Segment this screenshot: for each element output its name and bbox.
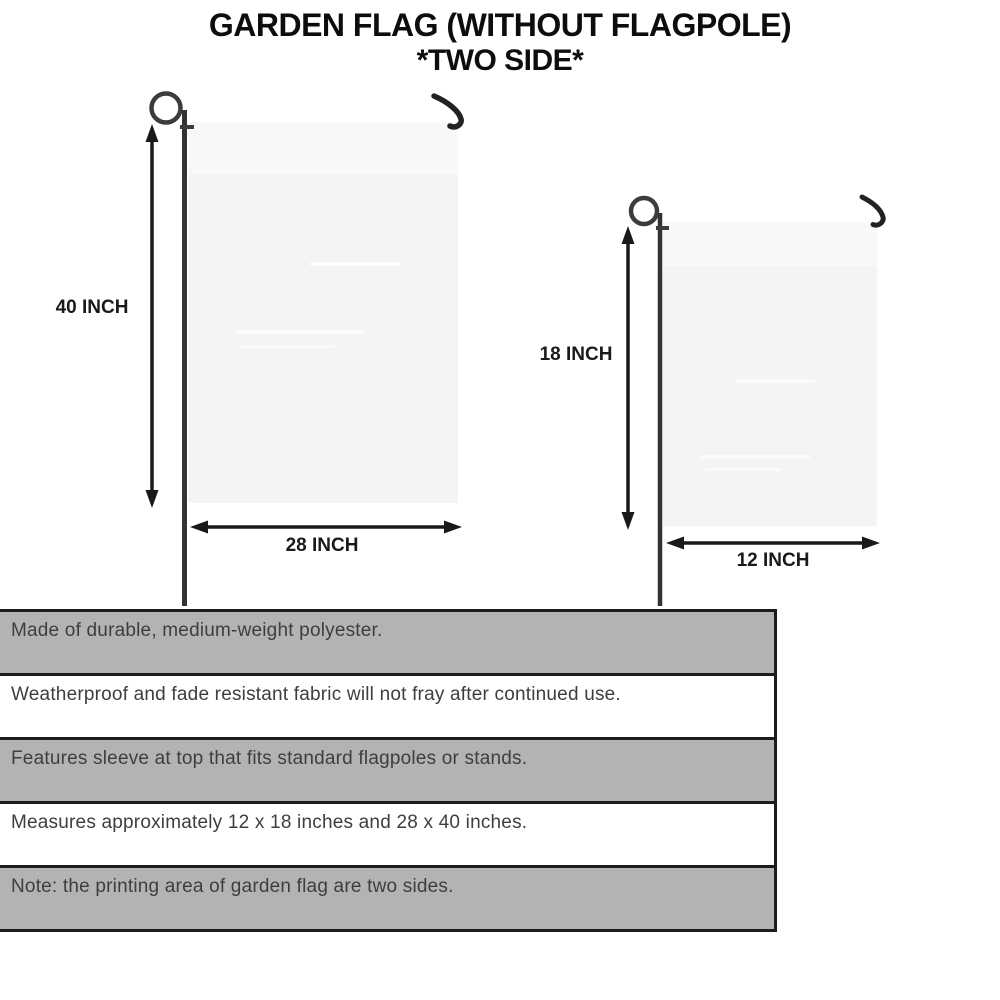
large-flag-width-label: 28 INCH: [285, 535, 359, 556]
small-flag-sleeve: [663, 222, 877, 266]
small-height-arrow: [622, 226, 635, 530]
fold-highlight: [705, 468, 780, 471]
large-pole-loop: [152, 94, 181, 123]
small-width-arrow: [666, 537, 880, 550]
fold-highlight: [240, 345, 335, 348]
small-flag-height-label: 18 INCH: [539, 344, 613, 365]
fold-highlight: [735, 380, 815, 383]
feature-row-measurements: Measures approximately 12 x 18 inches and 28 x 40 inches.: [0, 804, 774, 868]
large-width-arrow: [190, 521, 462, 534]
feature-row-material: Made of durable, medium-weight polyester.: [0, 612, 774, 676]
large-flag-cloth: [188, 122, 458, 503]
small-hanger-hook-icon: [862, 197, 883, 225]
small-pole-loop: [631, 198, 657, 224]
large-flag-group: [146, 94, 463, 607]
feature-row-sleeve: Features sleeve at top that fits standard flagpoles or stands.: [0, 740, 774, 804]
feature-row-weatherproof: Weatherproof and fade resistant fabric will not fray after continued use.: [0, 676, 774, 740]
fold-highlight: [700, 455, 810, 459]
page-title-line2: *TWO SIDE*: [416, 44, 584, 77]
fold-highlight: [235, 330, 365, 334]
small-flag-width-label: 12 INCH: [736, 550, 810, 571]
fold-highlight: [310, 262, 400, 266]
small-flag-cloth: [663, 222, 877, 526]
page-title-line1: GARDEN FLAG (WITHOUT FLAGPOLE): [208, 7, 792, 43]
large-flag-height-label: 40 INCH: [55, 297, 129, 318]
feature-row-note: Note: the printing area of garden flag are two sides.: [0, 868, 774, 929]
large-height-arrow: [146, 124, 159, 508]
large-flag-sleeve: [188, 122, 458, 174]
small-flag-group: [622, 197, 884, 606]
features-table: [0, 609, 777, 932]
